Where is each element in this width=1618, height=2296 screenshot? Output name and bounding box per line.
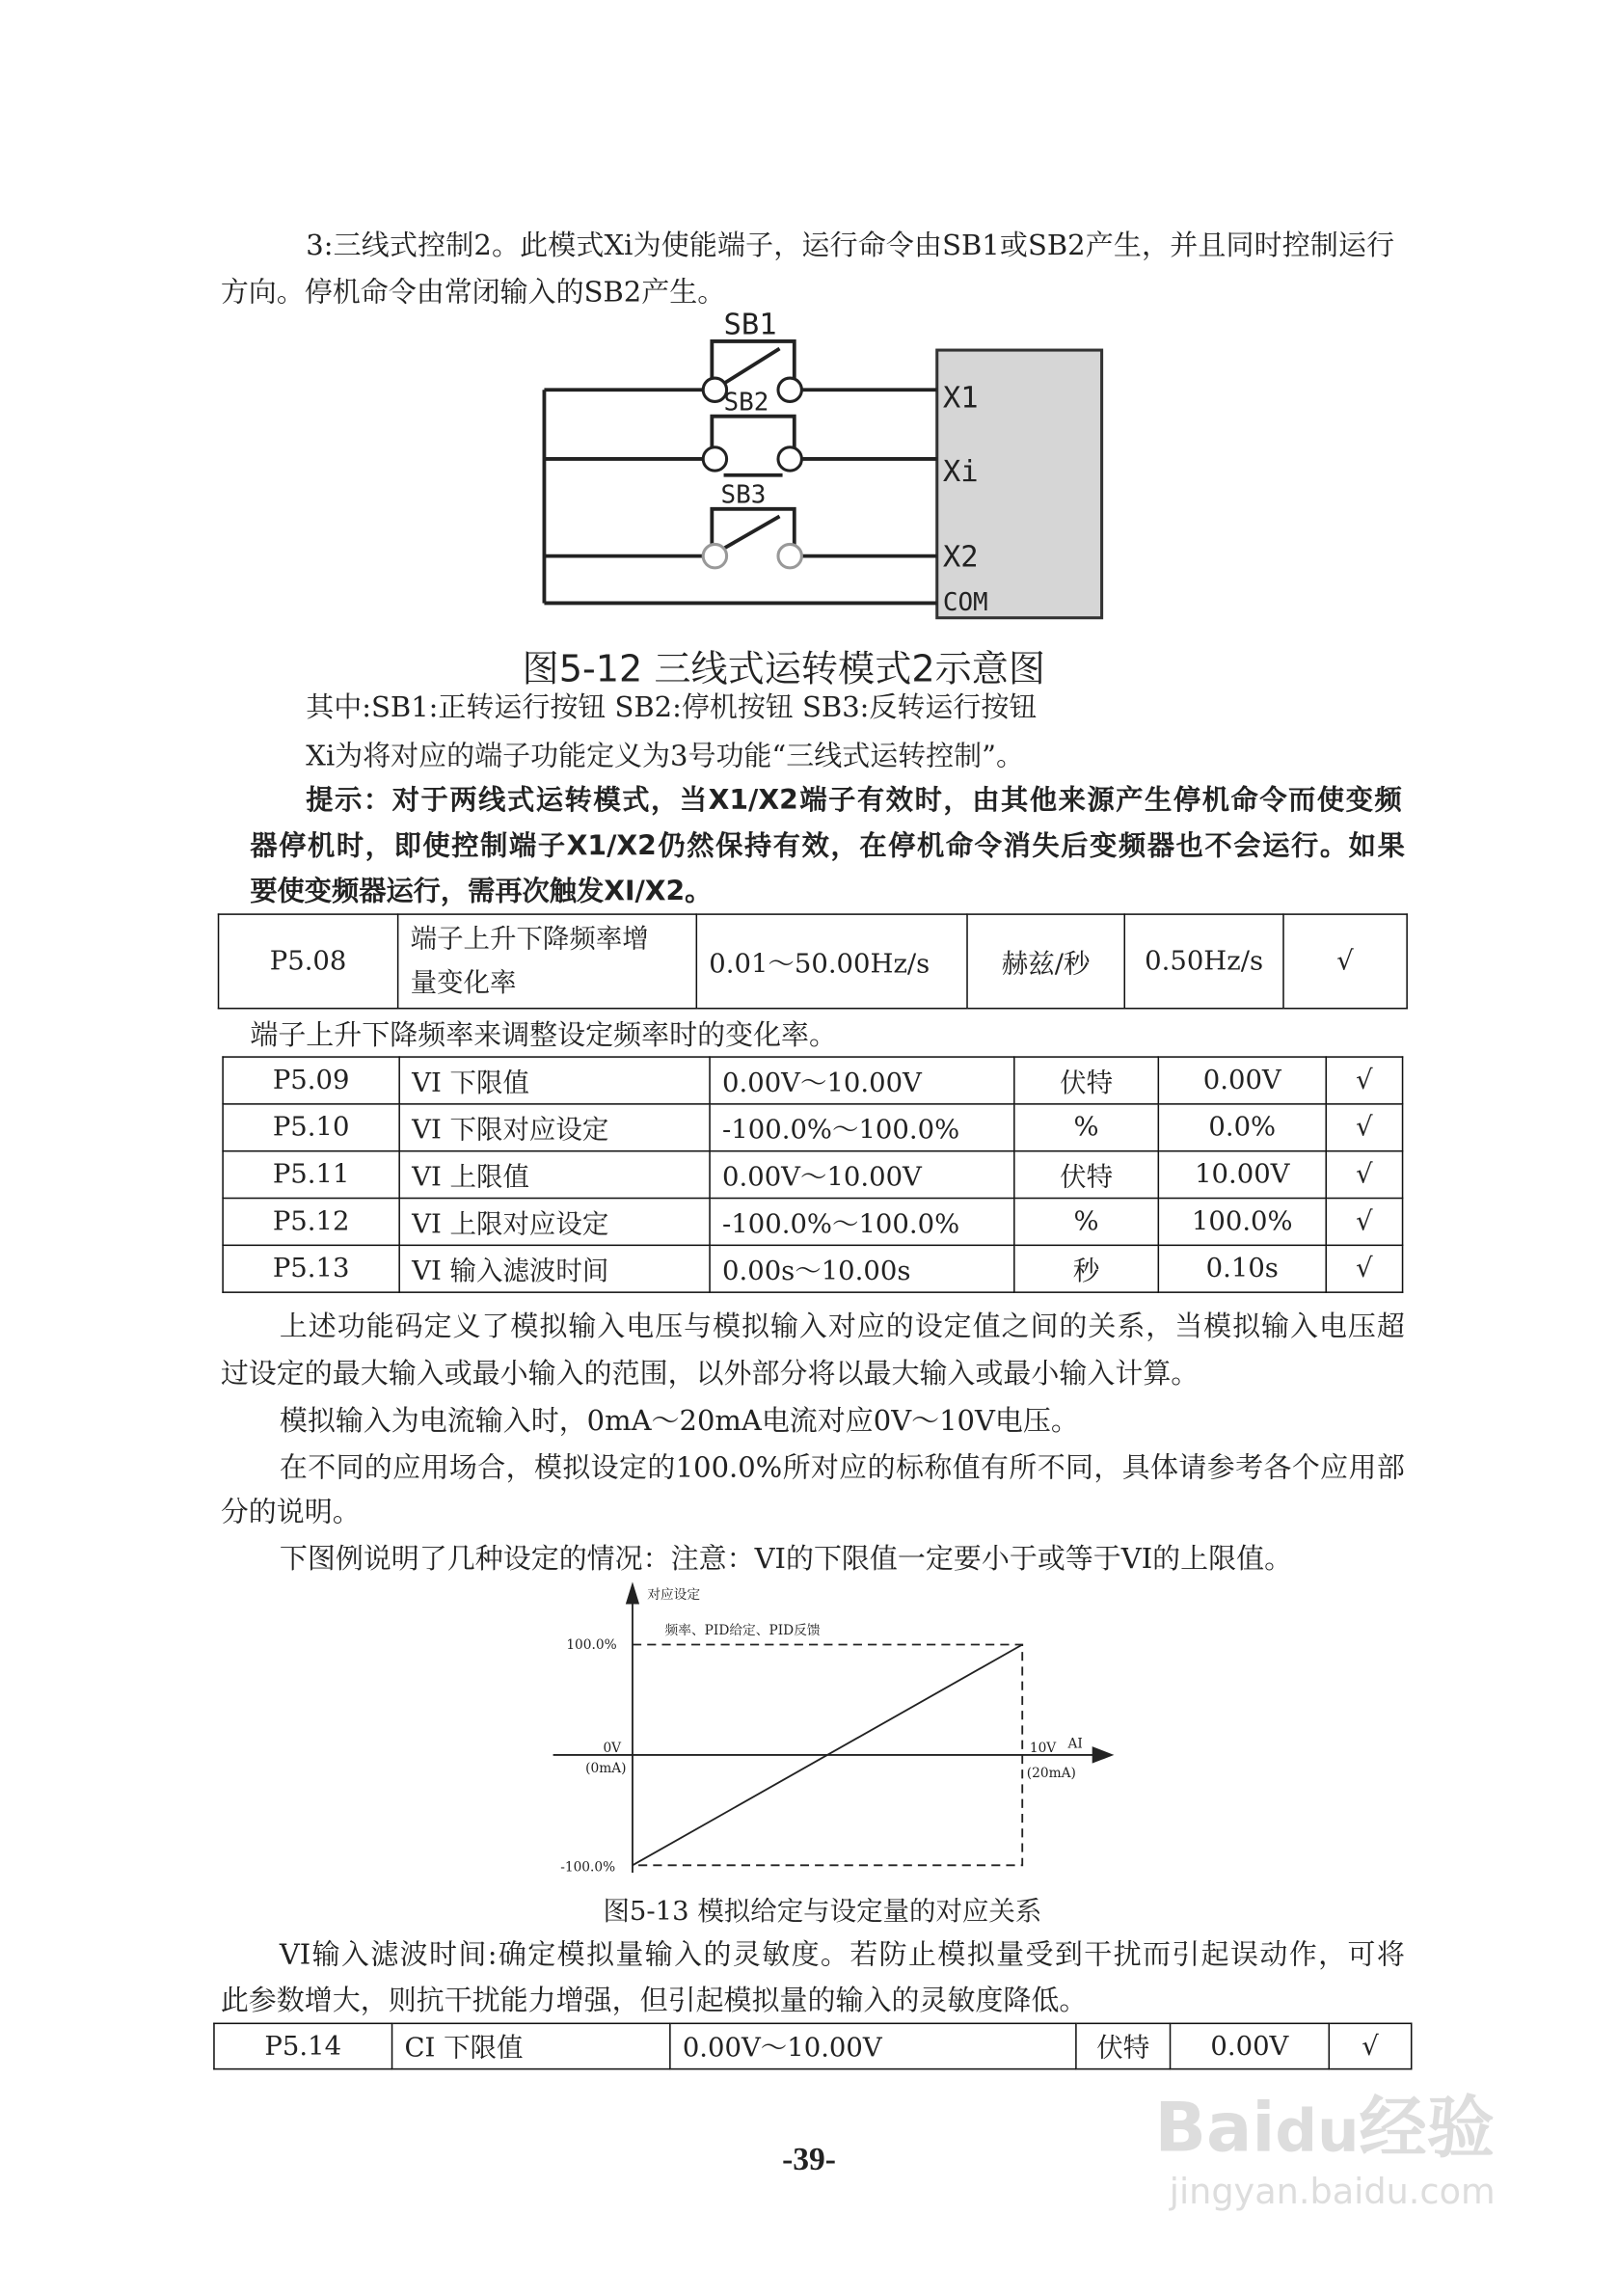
param-default: 10.00V (1158, 1151, 1326, 1199)
x-origin-label: 0V (603, 1740, 622, 1756)
param-default: 0.00V (1171, 2023, 1330, 2068)
param-modifiable: √ (1283, 914, 1407, 1009)
param-name: CI 下限值 (392, 2023, 670, 2068)
param-range: 0.00s～10.00s (710, 1245, 1014, 1292)
param-modifiable: √ (1326, 1057, 1402, 1104)
y-tick-top: 100.0% (566, 1637, 617, 1654)
param-table (213, 2023, 1412, 2070)
paragraph: Xi为将对应的端子功能定义为3号功能“三线式运转控制”。 (306, 740, 1024, 772)
series-label: 频率、PID给定、PID反馈 (664, 1622, 821, 1638)
param-name: VI 下限对应设定 (399, 1104, 710, 1151)
x2-terminal: X2 (942, 540, 979, 575)
param-code: P5.09 (223, 1057, 399, 1104)
param-code: P5.08 (219, 914, 398, 1009)
x-origin-label-ma: (0mA) (585, 1761, 627, 1777)
param-default: 100.0% (1158, 1199, 1326, 1246)
y-tick-bottom: -100.0% (560, 1859, 616, 1876)
param-range: 0.00V～10.00V (670, 2023, 1076, 2068)
y-axis-arrow (627, 1584, 638, 1604)
x-max-label: 10V (1029, 1740, 1057, 1756)
tip-text: 提示：对于两线式运转模式，当X1/X2端子有效时，由其他来源产生停机命令而使变频 (306, 785, 1402, 817)
x1-terminal: X1 (942, 381, 979, 416)
x-axis-arrow (1092, 1747, 1112, 1762)
com-terminal: COM (942, 588, 988, 618)
paragraph: 下图例说明了几种设定的情况：注意：VI的下限值一定要小于或等于VI的上限值。 (279, 1543, 1293, 1576)
paragraph: 过设定的最大输入或最小输入的范围，以外部分将以最大输入或最小输入计算。 (220, 1358, 1200, 1391)
param-unit: 赫兹/秒 (967, 914, 1124, 1009)
param-range: 0.01～50.00Hz/s (696, 914, 967, 1009)
xi-terminal: Xi (942, 454, 979, 489)
paragraph: 此参数增大，则抗干扰能力增强，但引起模拟量的输入的灵敏度降低。 (220, 1984, 1088, 2017)
paragraph: VI输入滤波时间:确定模拟量输入的灵敏度。若防止模拟量受到干扰而引起误动作，可将 (279, 1938, 1405, 1972)
param-default: 0.0% (1158, 1104, 1326, 1151)
param-unit: 伏特 (1014, 1151, 1158, 1199)
param-modifiable: √ (1326, 1151, 1402, 1199)
param-name: VI 输入滤波时间 (399, 1245, 710, 1292)
param-range: 0.00V～10.00V (710, 1151, 1014, 1199)
param-name-line2: 量变化率 (410, 967, 517, 999)
figure-caption: 图5-13 模拟给定与设定量的对应关系 (603, 1896, 1042, 1928)
paragraph: 方向。停机命令由常闭输入的SB2产生。 (220, 276, 726, 310)
paragraph: 分的说明。 (220, 1496, 361, 1528)
param-modifiable: √ (1326, 1104, 1402, 1151)
x-axis-label: AI (1067, 1736, 1083, 1752)
param-range: 0.00V～10.00V (710, 1057, 1014, 1104)
param-name: VI 上限对应设定 (399, 1199, 710, 1246)
param-range: -100.0%～100.0% (710, 1199, 1014, 1246)
sb1-label: SB1 (723, 308, 777, 342)
param-default: 0.10s (1158, 1245, 1326, 1292)
param-code: P5.12 (223, 1199, 399, 1246)
param-default: 0.50Hz/s (1124, 914, 1283, 1009)
param-code: P5.14 (214, 2023, 392, 2068)
param-unit: 伏特 (1076, 2023, 1171, 2068)
paragraph: 端子上升下降频率来调整设定频率时的变化率。 (250, 1019, 838, 1052)
paragraph: 在不同的应用场合，模拟设定的100.0%所对应的标称值有所不同，具体请参考各个应用部 (279, 1451, 1405, 1485)
param-modifiable: √ (1326, 1245, 1402, 1292)
param-name: VI 上限值 (399, 1151, 710, 1199)
param-unit: % (1014, 1199, 1158, 1246)
param-modifiable: √ (1329, 2023, 1411, 2068)
param-unit: % (1014, 1104, 1158, 1151)
paragraph: 其中:SB1:正转运行按钮 SB2:停机按钮 SB3:反转运行按钮 (306, 690, 1038, 724)
param-code: P5.11 (223, 1151, 399, 1199)
param-unit: 伏特 (1014, 1057, 1158, 1104)
param-range: -100.0%～100.0% (710, 1104, 1014, 1151)
param-modifiable: √ (1326, 1199, 1402, 1246)
tip-text: 器停机时，即使控制端子X1/X2仍然保持有效，在停机命令消失后变频器也不会运行。如果 (250, 830, 1405, 862)
paragraph: 3:三线式控制2。此模式Xi为使能端子，运行命令由SB1或SB2产生，并且同时控制运行 (306, 229, 1395, 262)
tip-text: 要使变频器运行，需再次触发XI/X2。 (250, 877, 713, 908)
param-name: VI 下限值 (399, 1057, 710, 1104)
paragraph: 上述功能码定义了模拟输入电压与模拟输入对应的设定值之间的关系，当模拟输入电压超 (279, 1310, 1405, 1343)
sb3-label: SB3 (720, 480, 767, 510)
y-axis-label: 对应设定 (647, 1587, 701, 1604)
sb2-label: SB2 (723, 388, 769, 418)
baidu-watermark: Baidu经验 jingyan.baidu.com (1154, 2087, 1496, 2213)
page-number: -39- (782, 2140, 836, 2177)
param-code: P5.10 (223, 1104, 399, 1151)
x-max-label-ma: (20mA) (1026, 1765, 1076, 1781)
param-default: 0.00V (1158, 1057, 1326, 1104)
table-row (214, 2023, 1412, 2068)
param-code: P5.13 (223, 1245, 399, 1292)
paragraph: 模拟输入为电流输入时，0mA～20mA电流对应0V～10V电压。 (279, 1404, 1079, 1438)
figure-caption: 图5-12 三线式运转模式2示意图 (522, 647, 1046, 690)
param-name-line1: 端子上升下降频率增 (410, 923, 649, 955)
param-unit: 秒 (1014, 1245, 1158, 1292)
